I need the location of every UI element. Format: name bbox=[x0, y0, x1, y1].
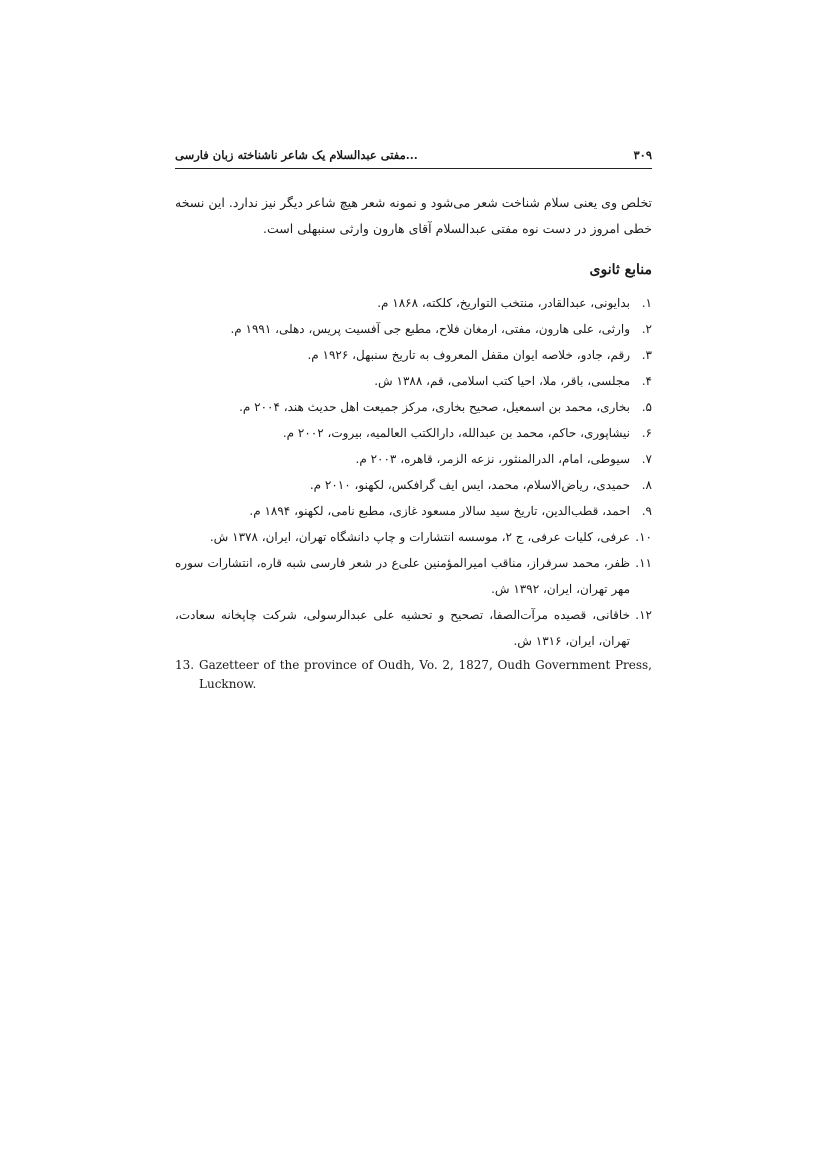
reference-text: بدایونی، عبدالقادر، منتخب التواریخ، کلکته، ۱۸۶۸ م. bbox=[377, 296, 630, 310]
reference-number: ۱۲. bbox=[635, 608, 652, 622]
reference-list bbox=[175, 290, 652, 694]
reference-item bbox=[175, 342, 652, 368]
reference-item bbox=[175, 394, 652, 420]
intro-paragraph: تخلص وی یعنی سلام شناخت شعر می‌شود و نمونه شعر هیچ شاعر دیگر نیز ندارد. این نسخه خطی امروز در دست نوه مفتی عبدالسلام آقای هارون وارثی سنبهلی است. bbox=[175, 195, 652, 236]
reference-text: Gazetteer of the province of Oudh, Vo. 2, 1827, Oudh Government Press, Lucknow. bbox=[199, 658, 652, 691]
reference-item bbox=[175, 472, 652, 498]
reference-text: ظفر، محمد سرفراز، مناقب امیرالمؤمنین علی‌ع در شعر فارسی شبه قاره، انتشارات سوره مهر تهران، ایران، ۱۳۹۲ ش. bbox=[175, 556, 630, 596]
section-title: منابع ثانوی bbox=[589, 262, 652, 278]
reference-number: ۶. bbox=[641, 426, 652, 440]
reference-number: ۷. bbox=[641, 452, 652, 466]
reference-item bbox=[175, 656, 652, 694]
reference-item bbox=[175, 420, 652, 446]
reference-text: رقم، جادو، خلاصه ایوان مقفل المعروف به تاریخ سنبهل، ۱۹۲۶ م. bbox=[307, 348, 630, 362]
reference-text: مجلسی، باقر، ملا، احیا کتب اسلامی، قم، ۱۳۸۸ ش. bbox=[374, 374, 630, 388]
reference-text: نیشاپوری، حاکم، محمد بن عبدالله، دارالکتب العالمیه، بیروت، ۲۰۰۲ م. bbox=[282, 426, 630, 440]
reference-item bbox=[175, 498, 652, 524]
reference-number: ۳. bbox=[641, 348, 652, 362]
running-head-title: مفتی عبدالسلام یک شاعر ناشناخته زبان فارسی... bbox=[175, 148, 418, 162]
paper-page bbox=[175, 0, 652, 1169]
header-rule bbox=[175, 168, 652, 169]
reference-item bbox=[175, 602, 652, 654]
reference-number: 13. bbox=[175, 658, 195, 672]
reference-item bbox=[175, 524, 652, 550]
reference-number: ۱. bbox=[641, 296, 652, 310]
reference-text: احمد، قطب‌الدین، تاریخ سید سالار مسعود غازی، مطبع نامی، لکهنو، ۱۸۹۴ م. bbox=[249, 504, 630, 518]
reference-text: وارثی، علی هارون، مفتی، ارمغان فلاح، مطبع جی آفسیت پریس، دهلی، ۱۹۹۱ م. bbox=[230, 322, 630, 336]
reference-number: ۴. bbox=[641, 374, 652, 388]
reference-number: ۲. bbox=[641, 322, 652, 336]
reference-text: بخاری، محمد بن اسمعیل، صحیح بخاری، مرکز جمیعت اهل حدیث هند، ۲۰۰۴ م. bbox=[239, 400, 630, 414]
reference-number: ۸. bbox=[641, 478, 652, 492]
reference-text: خاقانی، قصیده مرآت‌الصفا، تصحیح و تحشیه علی عبدالرسولی، شرکت چاپخانه سعادت، تهران، ایران، ۱۳۱۶ ش. bbox=[175, 608, 630, 648]
reference-text: عرفی، کلیات عرفی، ج ۲، موسسه انتشارات و چاپ دانشگاه تهران، ایران، ۱۳۷۸ ش. bbox=[209, 530, 630, 544]
reference-number: ۹. bbox=[641, 504, 652, 518]
reference-item bbox=[175, 290, 652, 316]
reference-item bbox=[175, 550, 652, 602]
reference-item bbox=[175, 316, 652, 342]
reference-item bbox=[175, 446, 652, 472]
reference-number: ۱۰. bbox=[635, 530, 652, 544]
reference-item bbox=[175, 368, 652, 394]
running-head bbox=[175, 146, 652, 164]
reference-text: سیوطی، امام، الدرالمنثور، نزعه الزمر، قاهره، ۲۰۰۳ م. bbox=[355, 452, 630, 466]
reference-number: ۵. bbox=[641, 400, 652, 414]
reference-number: ۱۱. bbox=[635, 556, 652, 570]
page-number: ۳۰۹ bbox=[633, 148, 652, 162]
reference-text: حمیدی، ریاض‌الاسلام، محمد، ایس ایف گرافکس، لکهنو، ۲۰۱۰ م. bbox=[309, 478, 630, 492]
